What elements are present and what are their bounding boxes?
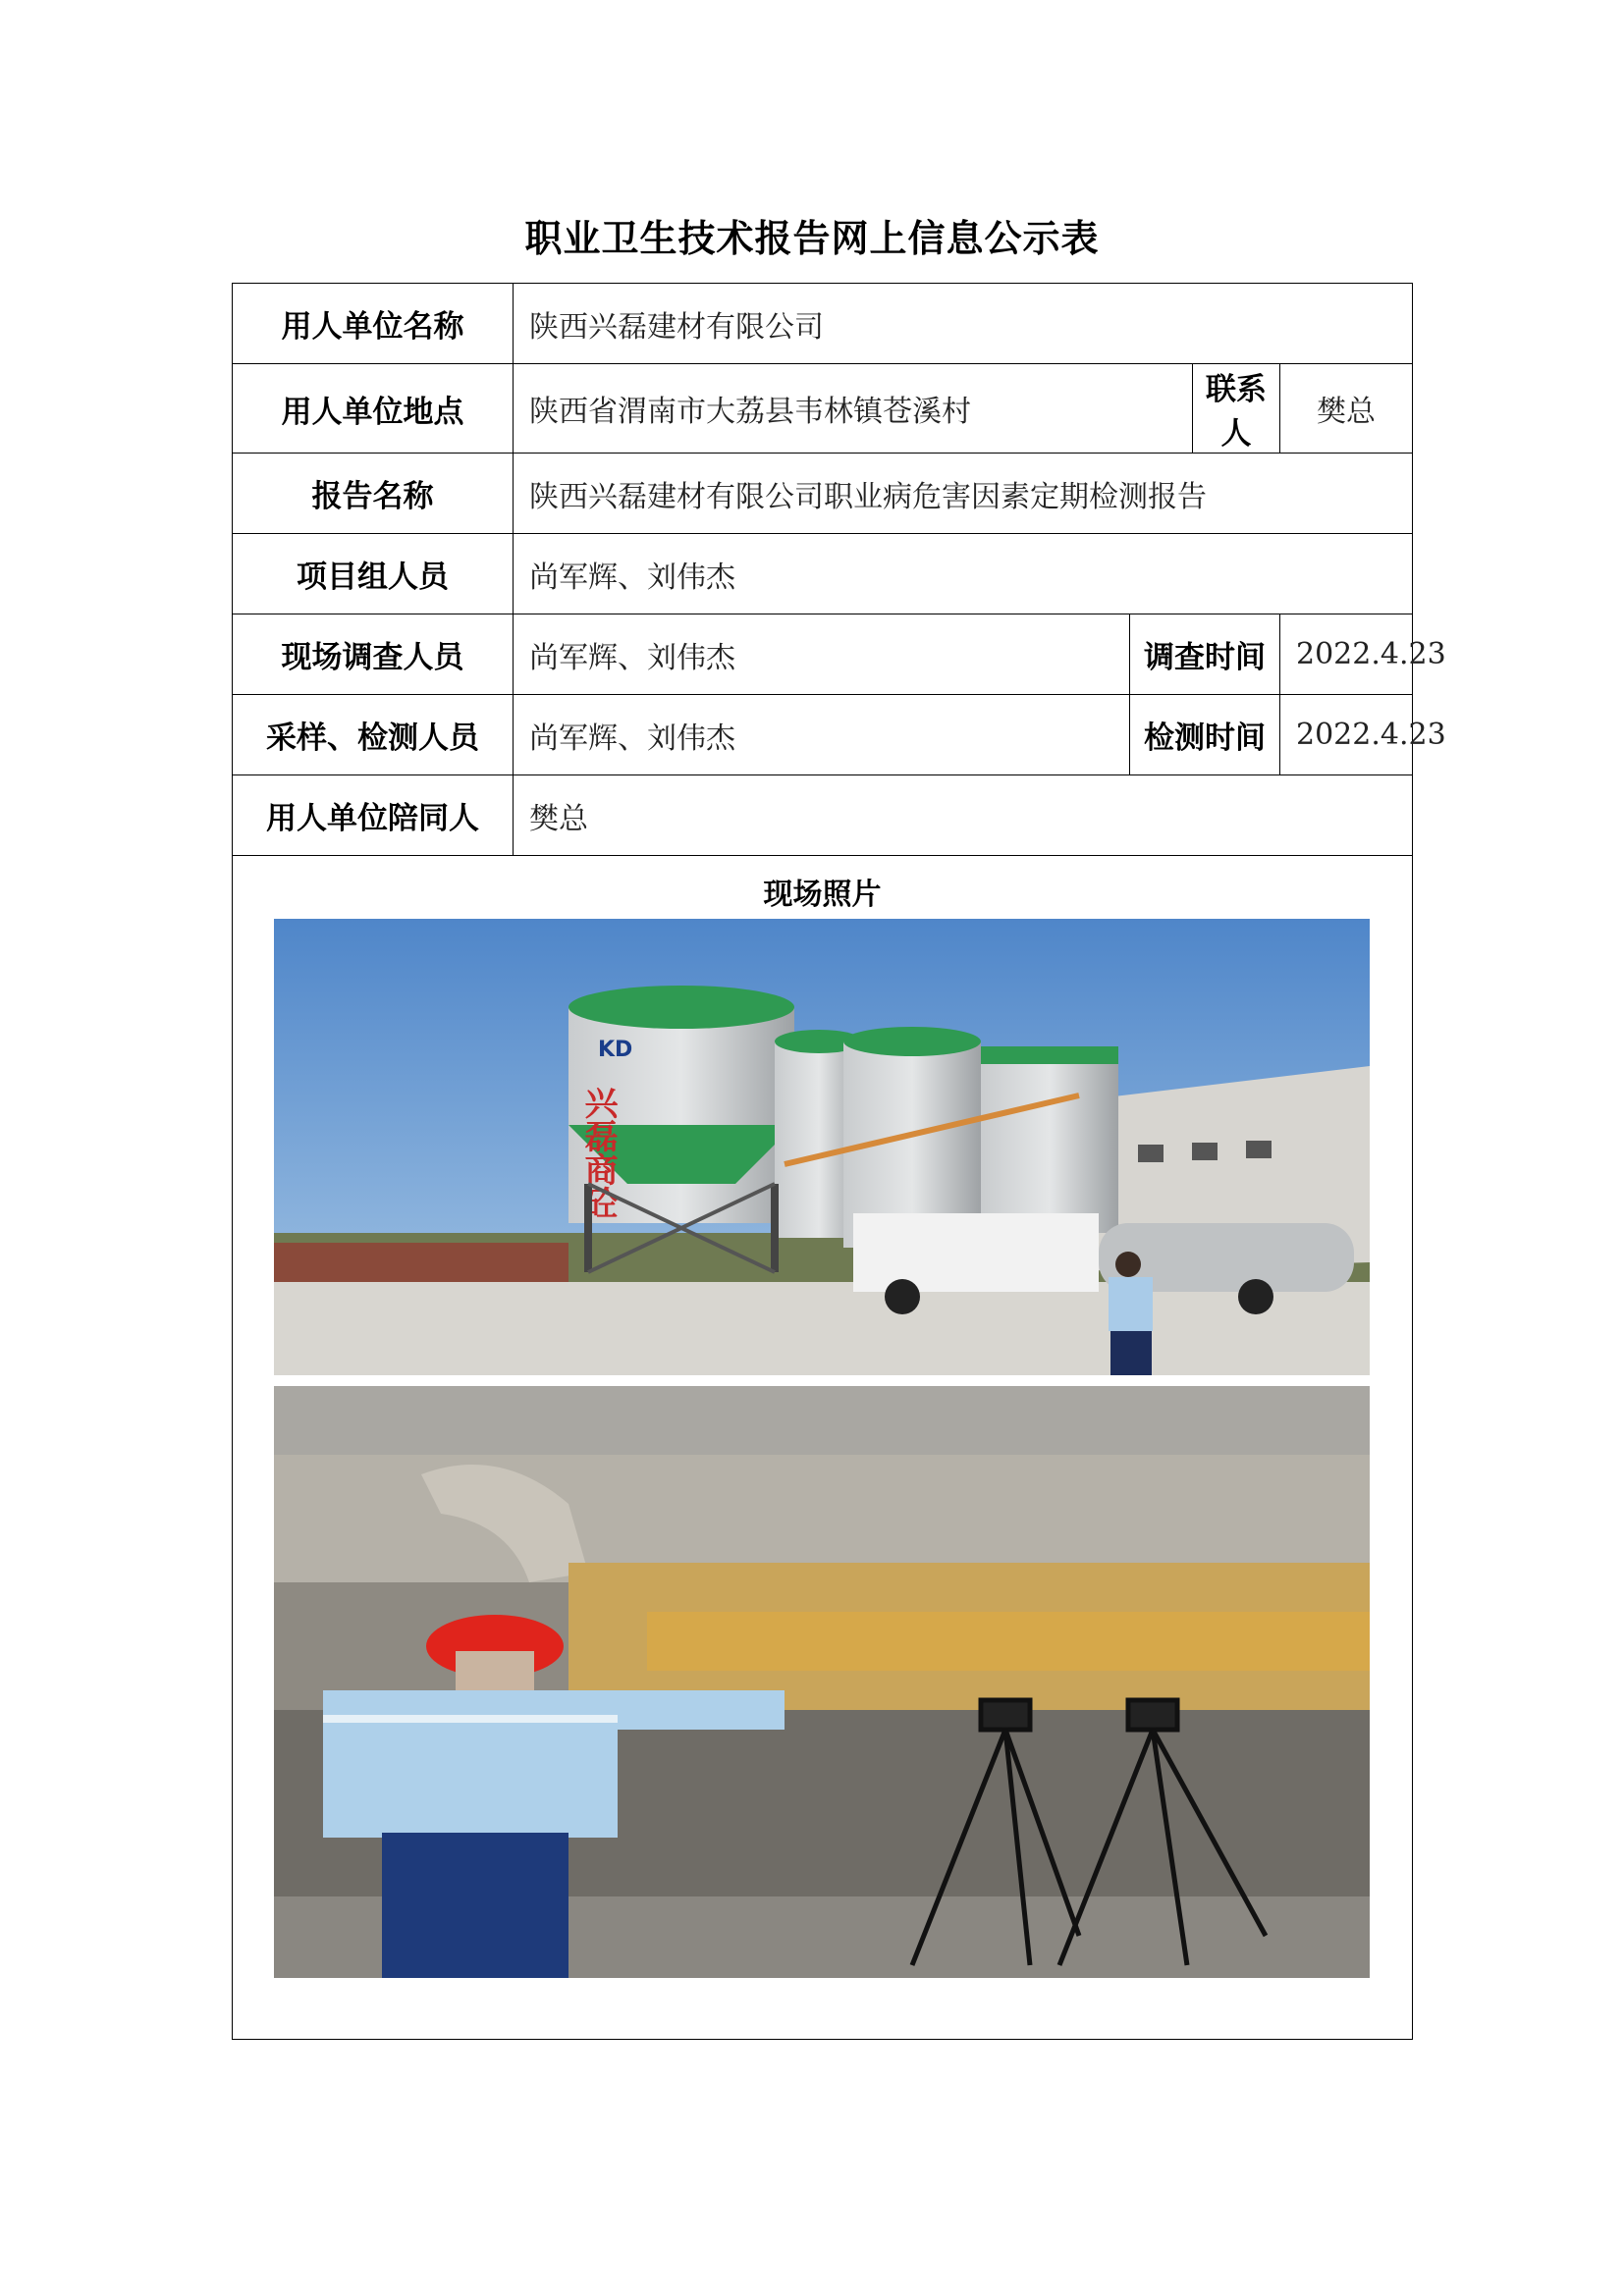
table-row xyxy=(233,614,1413,695)
site-photo-sampling xyxy=(274,1386,1370,1978)
silo-logo: KD xyxy=(598,1038,633,1062)
contact-label: 联系人 xyxy=(1193,364,1280,454)
table-row xyxy=(233,454,1413,534)
silo-text: 兴磊商砼 xyxy=(578,1086,618,1219)
escort-label: 用人单位陪同人 xyxy=(233,775,514,856)
sampling-staff-label: 采样、检测人员 xyxy=(233,695,514,775)
table-row xyxy=(233,856,1413,2040)
table-row xyxy=(233,695,1413,775)
table-row xyxy=(233,284,1413,364)
employer-address-label: 用人单位地点 xyxy=(233,364,514,454)
sampling-staff-value: 尚军辉、刘伟杰 xyxy=(514,695,1130,775)
info-table xyxy=(232,283,1446,2040)
survey-date-label: 调查时间 xyxy=(1130,614,1280,695)
survey-staff-label: 现场调查人员 xyxy=(233,614,514,695)
employer-address-value: 陕西省渭南市大荔县韦林镇苍溪村 xyxy=(514,364,1193,454)
escort-value: 樊总 xyxy=(514,775,1413,856)
survey-date-value: 2022.4.23 xyxy=(1280,614,1413,695)
project-team-label: 项目组人员 xyxy=(233,534,514,614)
report-name-label: 报告名称 xyxy=(233,454,514,534)
site-photo-silos xyxy=(274,919,1370,1375)
employer-name-label: 用人单位名称 xyxy=(233,284,514,364)
report-name-value: 陕西兴磊建材有限公司职业病危害因素定期检测报告 xyxy=(514,454,1413,534)
photos-cell xyxy=(233,856,1413,2040)
testing-date-label: 检测时间 xyxy=(1130,695,1280,775)
table-row xyxy=(233,364,1413,454)
document-title: 职业卫生技术报告网上信息公示表 xyxy=(524,217,1100,260)
survey-staff-value: 尚军辉、刘伟杰 xyxy=(514,614,1130,695)
testing-date-value: 2022.4.23 xyxy=(1280,695,1413,775)
photos-label: 现场照片 xyxy=(763,878,882,912)
table-row xyxy=(233,775,1413,856)
contact-value: 樊总 xyxy=(1280,364,1413,454)
table-row xyxy=(233,534,1413,614)
employer-name-value: 陕西兴磊建材有限公司 xyxy=(514,284,1413,364)
project-team-value: 尚军辉、刘伟杰 xyxy=(514,534,1413,614)
